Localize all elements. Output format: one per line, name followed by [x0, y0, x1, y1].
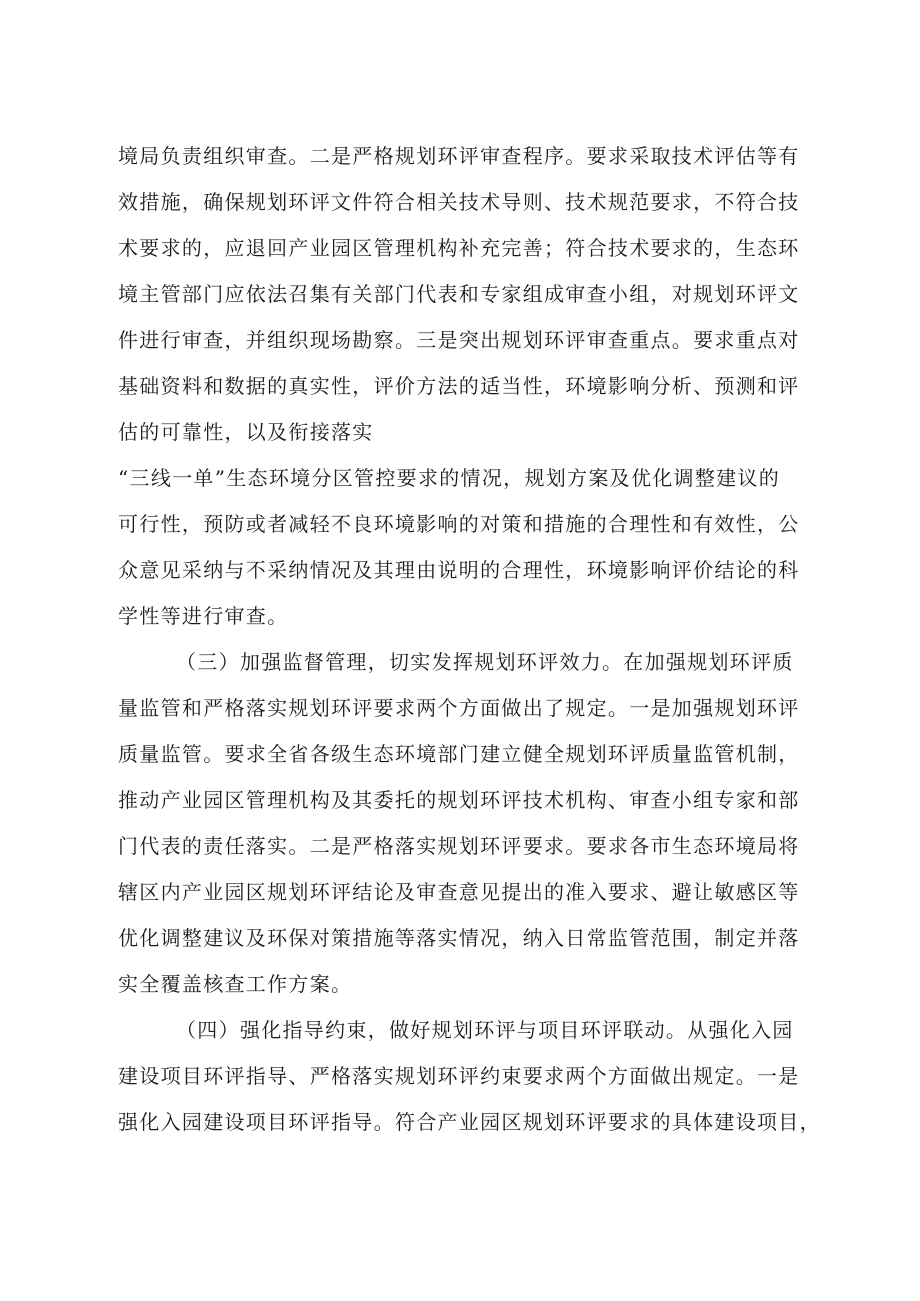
- section-heading-line: （四）强化指导约束，做好规划环评与项目环评联动。从强化入园: [176, 1018, 794, 1042]
- text-line: 实全覆盖核查工作方案。: [118, 972, 353, 996]
- text-line: 件进行审查，并组织现场勘察。三是突出规划环评审查重点。要求重点对: [118, 328, 800, 352]
- text-line: “三线一单”生态环境分区管控要求的情况，规划方案及优化调整建议的: [118, 466, 781, 490]
- text-line: 术要求的，应退回产业园区管理机构补充完善；符合技术要求的，生态环: [118, 236, 800, 260]
- text-line: 优化调整建议及环保对策措施等落实情况，纳入日常监管范围，制定并落: [118, 926, 800, 950]
- text-line: 辖区内产业园区规划环评结论及审查意见提出的准入要求、避让敏感区等: [118, 880, 800, 904]
- text-line: 可行性，预防或者减轻不良环境影响的对策和措施的合理性和有效性，公: [118, 512, 800, 536]
- text-line: 强化入园建设项目环评指导。符合产业园区规划环评要求的具体建设项目，: [118, 1110, 821, 1134]
- text-line: 基础资料和数据的真实性，评价方法的适当性，环境影响分析、预测和评: [118, 374, 800, 398]
- text-line: 学性等进行审查。: [118, 604, 289, 628]
- text-line: 质量监管。要求全省各级生态环境部门建立健全规划环评质量监管机制，: [118, 742, 800, 766]
- text-line: 量监管和严格落实规划环评要求两个方面做出了规定。一是加强规划环评: [118, 696, 800, 720]
- text-line: 门代表的责任落实。二是严格落实规划环评要求。要求各市生态环境局将: [118, 834, 800, 858]
- text-line: 境局负责组织审查。二是严格规划环评审查程序。要求采取技术评估等有: [118, 144, 800, 168]
- text-line: 境主管部门应依法召集有关部门代表和专家组成审查小组，对规划环评文: [118, 282, 800, 306]
- text-line: 众意见采纳与不采纳情况及其理由说明的合理性，环境影响评价结论的科: [118, 558, 800, 582]
- text-line: 估的可靠性，以及衔接落实: [118, 420, 374, 444]
- text-line: 效措施，确保规划环评文件符合相关技术导则、技术规范要求，不符合技: [118, 190, 800, 214]
- section-heading-line: （三）加强监督管理，切实发挥规划环评效力。在加强规划环评质: [176, 650, 794, 674]
- text-line: 建设项目环评指导、严格落实规划环评约束要求两个方面做出规定。一是: [118, 1064, 800, 1088]
- text-line: 推动产业园区管理机构及其委托的规划环评技术机构、审查小组专家和部: [118, 788, 800, 812]
